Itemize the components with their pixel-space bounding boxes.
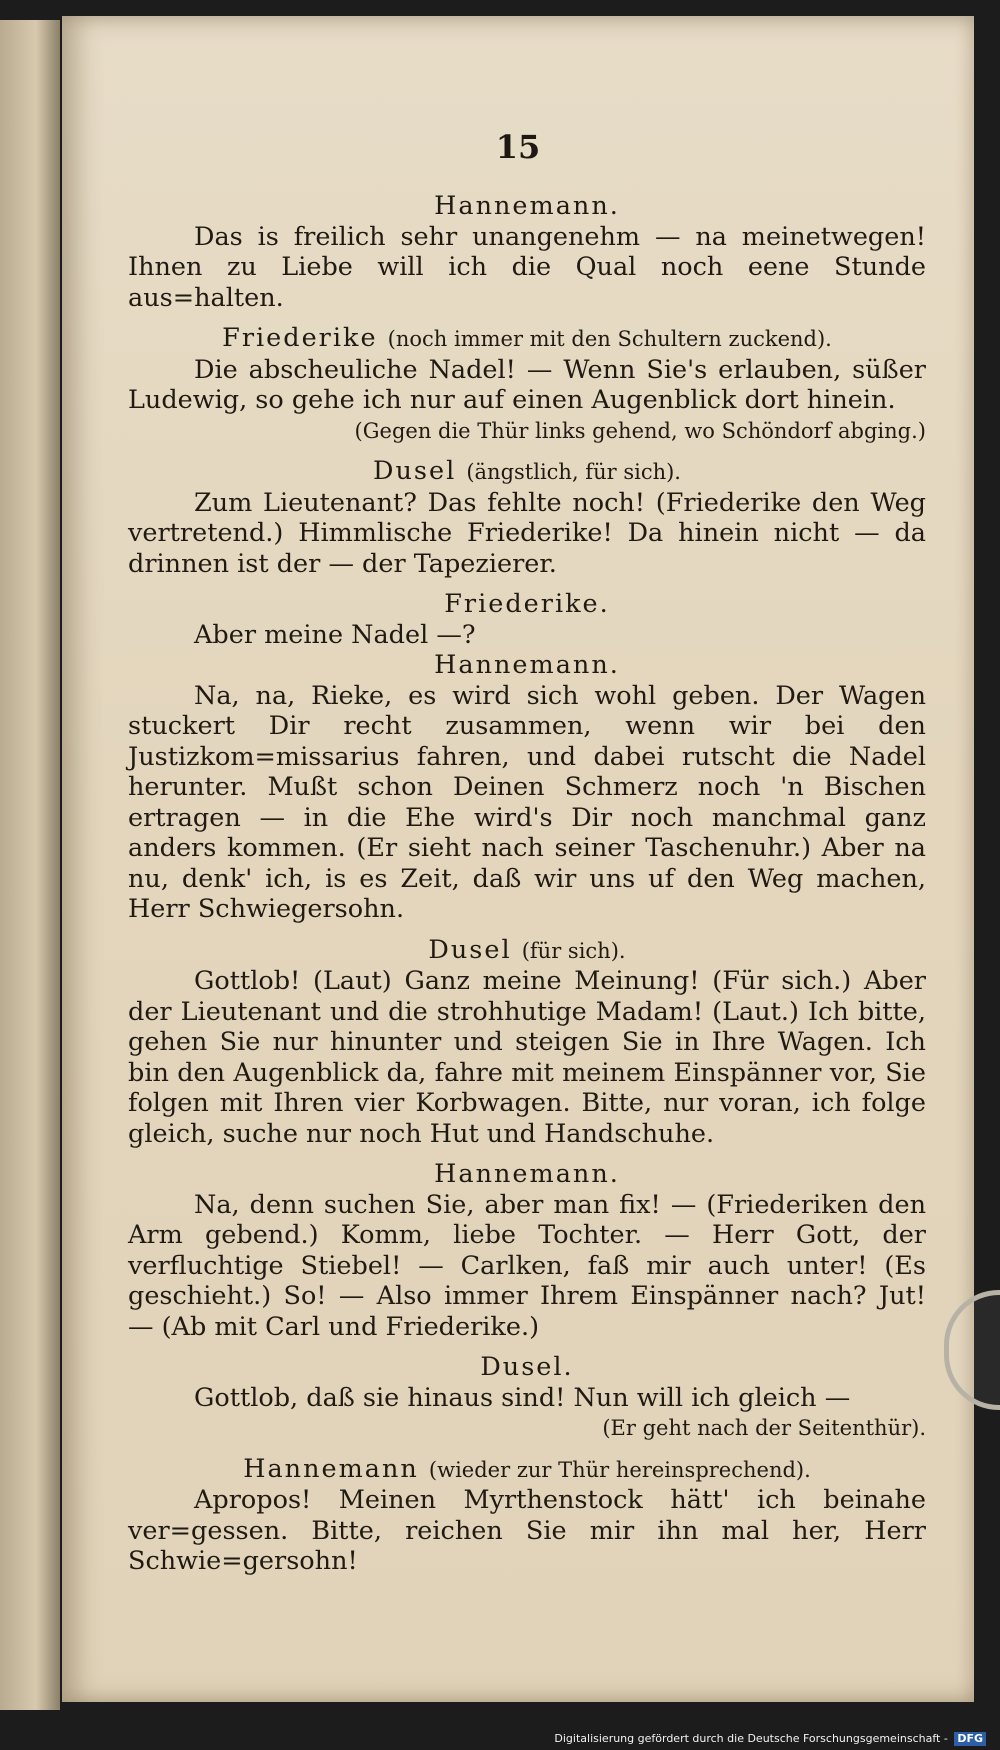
stage-direction: (Gegen die Thür links gehend, wo Schöndorf abging.) — [354, 418, 926, 443]
speaker-name: Friederike. — [444, 589, 610, 619]
dialogue-paragraph: Das is freilich sehr unangenehm — na meinetwegen! Ihnen zu Liebe will ich die Qual noch eene Stunde aus=halten. — [128, 221, 926, 313]
dialogue-paragraph: Apropos! Meinen Myrthenstock hätt' ich beinahe ver=gessen. Bitte, reichen Sie mir ihn mal her, Herr Schwie=gersohn! — [128, 1485, 926, 1576]
dialogue-paragraph: Gottlob, daß sie hinaus sind! Nun will ich gleich — — [194, 1382, 851, 1413]
speaker-heading — [128, 650, 926, 681]
speaker-name: Dusel. — [480, 1352, 574, 1382]
speaker-name: Hannemann. — [434, 191, 620, 221]
stage-direction: (ängstlich, für sich). — [466, 460, 681, 484]
play-text — [128, 191, 926, 1577]
stage-direction: (für sich). — [521, 938, 626, 963]
speaker-name: Hannemann — [243, 1453, 419, 1484]
page-number: 15 — [495, 128, 541, 166]
speaker-name: Hannemann. — [434, 650, 620, 680]
speaker-name: Dusel — [373, 456, 457, 486]
left-page-edge — [0, 20, 60, 1710]
speaker-heading — [128, 935, 926, 967]
speaker-heading — [128, 1454, 926, 1486]
speaker-heading — [128, 589, 926, 620]
dialogue-paragraph: Zum Lieutenant? Das fehlte noch! (Friederike den Weg vertretend.) Himmlische Friederike! Da hinein nicht — da drinnen ist der — der Tapezierer. — [128, 487, 926, 579]
footer-credit: Digitalisierung gefördert durch die Deutsche Forschungsgemeinschaft — [554, 1732, 941, 1745]
dialogue-paragraph: Gottlob! (Laut) Ganz meine Meinung! (Für sich.) Aber der Lieutenant und die strohhutige Madam! (Laut.) Ich bitte, gehen Sie nur hinunter und steigen Sie in Ihre Wagen. Ich bin den Augenblick da, fahre mit meinem Einspänner vor, Sie folgen mit Ihren vier Korbwagen. Bitte, nur voran, ich folge gleich, suche nur noch Hut und Handschuhe. — [128, 966, 926, 1149]
digitization-footer: Digitalisierung gefördert durch die Deutsche Forschungsgemeinschaft - DFG — [0, 1728, 1000, 1750]
speaker-name: Dusel — [428, 934, 512, 965]
speaker-heading — [128, 1159, 926, 1190]
stage-direction: (noch immer mit den Schultern zuckend). — [387, 327, 832, 351]
speaker-heading — [128, 191, 926, 222]
speaker-heading — [128, 456, 926, 488]
dfg-logo: DFG — [954, 1732, 986, 1746]
speaker-name: Hannemann. — [434, 1159, 620, 1189]
speaker-name: Friederike — [222, 323, 378, 353]
dialogue-paragraph: Na, denn suchen Sie, aber man fix! — (Friederiken den Arm gebend.) Komm, liebe Tochter. — Herr Gott, der verfluchtige Stiebel! — Carlken, faß mir auch unter! (Es geschieht.) So! — Also immer Ihrem Einspänner nach? Jut! — (Ab mit Carl und Friederike.) — [128, 1189, 926, 1342]
book-page — [62, 16, 974, 1702]
dialogue-paragraph: Na, na, Rieke, es wird sich wohl geben. Der Wagen stuckert Dir recht zusammen, wenn wir bei den Justizkom=missarius fahren, und dabei rutscht die Nadel herunter. Mußt schon Deinen Schmerz noch 'n Bischen ertragen — in die Ehe wird's Dir noch manchmal ganz anders kommen. (Er sieht nach seiner Taschenuhr.) Aber na nu, denk' ich, is es Zeit, daß wir uns uf den Weg machen, Herr Schwiegersohn. — [128, 680, 926, 924]
stage-direction: (Er geht nach der Seitenthür). — [602, 1416, 926, 1440]
speaker-heading — [128, 1352, 926, 1383]
stage-direction: (wieder zur Thür hereinsprechend). — [428, 1457, 811, 1482]
dialogue-line: Aber meine Nadel —? — [194, 619, 476, 650]
dialogue-paragraph: Die abscheuliche Nadel! — Wenn Sie's erlauben, süßer Ludewig, so gehe ich nur auf einen Augenblick dort hinein. — [128, 354, 926, 415]
speaker-heading — [128, 323, 926, 355]
